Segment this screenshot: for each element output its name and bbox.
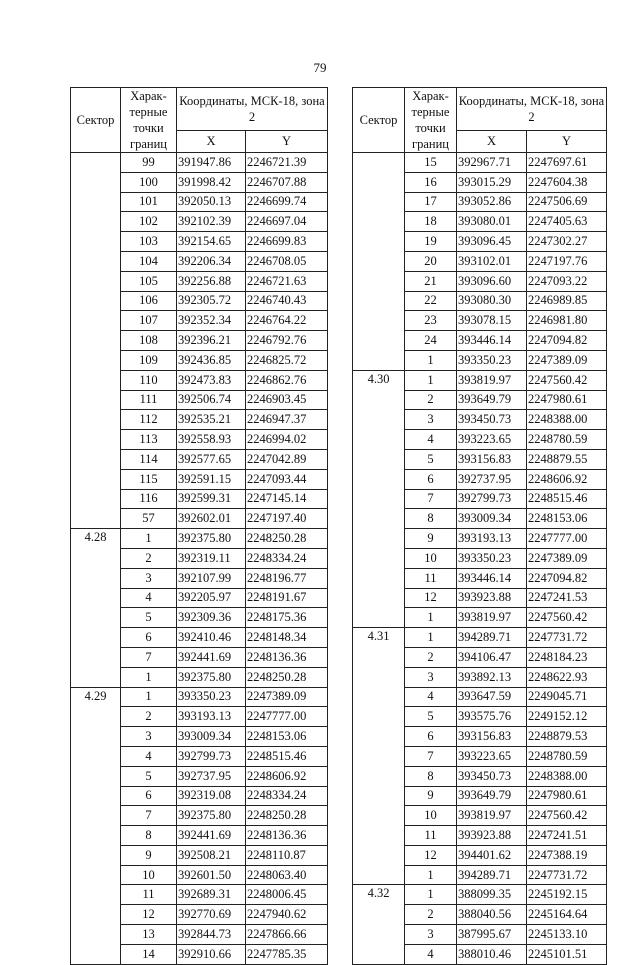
x-cell: 392375.80	[177, 529, 246, 549]
x-cell: 392205.97	[177, 588, 246, 608]
x-cell: 393080.01	[457, 212, 527, 232]
x-cell: 392967.71	[457, 153, 527, 173]
x-cell: 392410.46	[177, 628, 246, 648]
x-cell: 393923.88	[457, 588, 527, 608]
point-cell: 107	[121, 311, 177, 331]
coords-header: Координаты, МСК-18, зона 2	[457, 88, 607, 131]
y-header: Y	[527, 130, 607, 152]
x-cell: 393080.30	[457, 291, 527, 311]
y-cell: 2247731.72	[527, 865, 607, 885]
x-cell: 392375.80	[177, 806, 246, 826]
point-cell: 114	[121, 449, 177, 469]
point-cell: 18	[405, 212, 457, 232]
x-cell: 392535.21	[177, 410, 246, 430]
x-cell: 393446.14	[457, 331, 527, 351]
point-cell: 1	[121, 687, 177, 707]
point-cell: 100	[121, 172, 177, 192]
point-cell: 113	[121, 430, 177, 450]
x-cell: 393015.29	[457, 172, 527, 192]
x-cell: 393223.65	[457, 746, 527, 766]
y-cell: 2248153.06	[527, 509, 607, 529]
point-cell: 4	[405, 430, 457, 450]
point-cell: 3	[121, 568, 177, 588]
sector-cell: 4.32	[353, 885, 405, 964]
x-cell: 392309.36	[177, 608, 246, 628]
x-cell: 393009.34	[457, 509, 527, 529]
point-cell: 12	[405, 588, 457, 608]
x-cell: 392737.95	[177, 766, 246, 786]
x-cell: 392737.95	[457, 469, 527, 489]
x-cell: 392910.66	[177, 944, 246, 964]
x-cell: 393649.79	[457, 390, 527, 410]
y-cell: 2246707.88	[246, 172, 328, 192]
page-number: 79	[313, 60, 327, 75]
y-cell: 2246699.83	[246, 232, 328, 252]
x-cell: 388040.56	[457, 905, 527, 925]
x-cell: 393193.13	[177, 707, 246, 727]
x-cell: 391947.86	[177, 153, 246, 173]
x-cell: 392396.21	[177, 331, 246, 351]
y-cell: 2246989.85	[527, 291, 607, 311]
point-cell: 7	[121, 806, 177, 826]
point-cell: 7	[121, 647, 177, 667]
y-cell: 2247777.00	[246, 707, 328, 727]
x-cell: 393350.23	[457, 350, 527, 370]
point-cell: 8	[405, 766, 457, 786]
point-cell: 111	[121, 390, 177, 410]
point-cell: 20	[405, 251, 457, 271]
y-cell: 2248606.92	[527, 469, 607, 489]
table-row	[353, 628, 607, 648]
y-cell: 2248191.67	[246, 588, 328, 608]
y-cell: 2248515.46	[246, 746, 328, 766]
y-cell: 2247094.82	[527, 568, 607, 588]
point-cell: 12	[121, 905, 177, 925]
x-cell: 392770.69	[177, 905, 246, 925]
sector-cell	[353, 153, 405, 371]
x-cell: 392154.65	[177, 232, 246, 252]
x-cell: 393575.76	[457, 707, 527, 727]
x-cell: 392591.15	[177, 469, 246, 489]
x-cell: 393892.13	[457, 667, 527, 687]
point-cell: 106	[121, 291, 177, 311]
right-table-body	[353, 153, 607, 965]
y-cell: 2247560.42	[527, 608, 607, 628]
y-cell: 2246721.39	[246, 153, 328, 173]
point-cell: 2	[405, 905, 457, 925]
x-cell: 394401.62	[457, 845, 527, 865]
x-cell: 387995.67	[457, 925, 527, 945]
point-cell: 3	[405, 410, 457, 430]
x-cell: 392352.34	[177, 311, 246, 331]
point-cell: 5	[405, 707, 457, 727]
x-cell: 392375.80	[177, 667, 246, 687]
y-cell: 2248148.34	[246, 628, 328, 648]
x-cell: 392601.50	[177, 865, 246, 885]
point-cell: 1	[121, 529, 177, 549]
point-cell: 11	[405, 568, 457, 588]
table-row	[71, 153, 328, 173]
x-cell: 392799.73	[177, 746, 246, 766]
x-cell: 392506.74	[177, 390, 246, 410]
point-cell: 1	[405, 885, 457, 905]
table-row	[353, 370, 607, 390]
y-cell: 2246825.72	[246, 350, 328, 370]
point-cell: 57	[121, 509, 177, 529]
x-cell: 391998.42	[177, 172, 246, 192]
point-cell: 2	[405, 647, 457, 667]
point-cell: 3	[121, 727, 177, 747]
y-cell: 2245133.10	[527, 925, 607, 945]
point-cell: 108	[121, 331, 177, 351]
point-cell: 9	[405, 529, 457, 549]
point-cell: 22	[405, 291, 457, 311]
x-cell: 392577.65	[177, 449, 246, 469]
point-cell: 15	[405, 153, 457, 173]
sector-cell: 4.30	[353, 370, 405, 627]
coords-header: Координаты, МСК-18, зона 2	[177, 88, 328, 131]
x-cell: 393078.15	[457, 311, 527, 331]
y-cell: 2248879.53	[527, 727, 607, 747]
point-cell: 21	[405, 271, 457, 291]
point-cell: 104	[121, 251, 177, 271]
x-cell: 393819.97	[457, 608, 527, 628]
point-cell: 9	[405, 786, 457, 806]
y-cell: 2247731.72	[527, 628, 607, 648]
y-cell: 2246740.43	[246, 291, 328, 311]
point-cell: 1	[121, 667, 177, 687]
x-cell: 392441.69	[177, 647, 246, 667]
y-cell: 2247506.69	[527, 192, 607, 212]
y-cell: 2247241.53	[527, 588, 607, 608]
point-cell: 7	[405, 746, 457, 766]
y-cell: 2245164.64	[527, 905, 607, 925]
y-cell: 2247042.89	[246, 449, 328, 469]
x-cell: 393156.83	[457, 727, 527, 747]
sector-cell: 4.31	[353, 628, 405, 885]
y-cell: 2246697.04	[246, 212, 328, 232]
right-coordinates-table	[352, 87, 607, 965]
y-cell: 2248780.59	[527, 746, 607, 766]
y-cell: 2245192.15	[527, 885, 607, 905]
y-cell: 2247604.38	[527, 172, 607, 192]
y-cell: 2248175.36	[246, 608, 328, 628]
y-cell: 2247785.35	[246, 944, 328, 964]
point-cell: 6	[405, 727, 457, 747]
point-cell: 19	[405, 232, 457, 252]
y-cell: 2246862.76	[246, 370, 328, 390]
x-cell: 393052.86	[457, 192, 527, 212]
y-cell: 2246792.76	[246, 331, 328, 351]
y-cell: 2248250.28	[246, 529, 328, 549]
point-cell: 24	[405, 331, 457, 351]
y-cell: 2246699.74	[246, 192, 328, 212]
sector-cell	[71, 153, 121, 529]
x-cell: 393350.23	[457, 548, 527, 568]
x-cell: 393450.73	[457, 410, 527, 430]
y-cell: 2247940.62	[246, 905, 328, 925]
x-header: X	[177, 130, 246, 152]
point-cell: 4	[405, 944, 457, 964]
table-row	[71, 687, 328, 707]
point-cell: 115	[121, 469, 177, 489]
y-cell: 2248184.23	[527, 647, 607, 667]
point-cell: 103	[121, 232, 177, 252]
y-cell: 2247197.76	[527, 251, 607, 271]
point-cell: 5	[405, 449, 457, 469]
point-cell: 17	[405, 192, 457, 212]
y-cell: 2247302.27	[527, 232, 607, 252]
y-cell: 2248006.45	[246, 885, 328, 905]
x-cell: 393649.79	[457, 786, 527, 806]
y-cell: 2247388.19	[527, 845, 607, 865]
x-cell: 392319.11	[177, 548, 246, 568]
x-cell: 388010.46	[457, 944, 527, 964]
x-cell: 392305.72	[177, 291, 246, 311]
x-cell: 393819.97	[457, 370, 527, 390]
y-cell: 2248063.40	[246, 865, 328, 885]
table-row	[71, 529, 328, 549]
point-cell: 23	[405, 311, 457, 331]
x-cell: 393647.59	[457, 687, 527, 707]
y-cell: 2248250.28	[246, 667, 328, 687]
y-cell: 2247145.14	[246, 489, 328, 509]
point-cell: 12	[405, 845, 457, 865]
point-cell: 116	[121, 489, 177, 509]
y-cell: 2247866.66	[246, 925, 328, 945]
x-cell: 393923.88	[457, 826, 527, 846]
y-header: Y	[246, 130, 328, 152]
x-cell: 393193.13	[457, 529, 527, 549]
y-cell: 2248250.28	[246, 806, 328, 826]
x-cell: 393156.83	[457, 449, 527, 469]
point-cell: 14	[121, 944, 177, 964]
point-cell: 110	[121, 370, 177, 390]
y-cell: 2245101.51	[527, 944, 607, 964]
x-cell: 392599.31	[177, 489, 246, 509]
table-row	[353, 885, 607, 905]
y-cell: 2247560.42	[527, 370, 607, 390]
x-cell: 393819.97	[457, 806, 527, 826]
x-cell: 393350.23	[177, 687, 246, 707]
point-cell: 2	[121, 707, 177, 727]
x-cell: 392256.88	[177, 271, 246, 291]
x-cell: 393223.65	[457, 430, 527, 450]
point-cell: 5	[121, 608, 177, 628]
x-cell: 392844.73	[177, 925, 246, 945]
x-cell: 394289.71	[457, 865, 527, 885]
point-cell: 1	[405, 628, 457, 648]
y-cell: 2248879.55	[527, 449, 607, 469]
point-cell: 9	[121, 845, 177, 865]
y-cell: 2247093.44	[246, 469, 328, 489]
y-cell: 2247777.00	[527, 529, 607, 549]
y-cell: 2247405.63	[527, 212, 607, 232]
y-cell: 2247389.09	[246, 687, 328, 707]
point-cell: 11	[121, 885, 177, 905]
x-cell: 392508.21	[177, 845, 246, 865]
sector-header: Сектор	[353, 88, 405, 153]
y-cell: 2246981.80	[527, 311, 607, 331]
point-cell: 8	[405, 509, 457, 529]
x-header: X	[457, 130, 527, 152]
point-cell: 101	[121, 192, 177, 212]
y-cell: 2247980.61	[527, 390, 607, 410]
points-header: Харак-терные точки границ	[121, 88, 177, 153]
y-cell: 2247697.61	[527, 153, 607, 173]
y-cell: 2246947.37	[246, 410, 328, 430]
y-cell: 2248136.36	[246, 826, 328, 846]
point-cell: 3	[405, 667, 457, 687]
y-cell: 2248196.77	[246, 568, 328, 588]
x-cell: 392473.83	[177, 370, 246, 390]
point-cell: 13	[121, 925, 177, 945]
y-cell: 2249045.71	[527, 687, 607, 707]
y-cell: 2247094.82	[527, 331, 607, 351]
x-cell: 392050.13	[177, 192, 246, 212]
point-cell: 3	[405, 925, 457, 945]
point-cell: 10	[121, 865, 177, 885]
x-cell: 392436.85	[177, 350, 246, 370]
sector-cell: 4.28	[71, 529, 121, 687]
y-cell: 2247389.09	[527, 350, 607, 370]
point-cell: 102	[121, 212, 177, 232]
y-cell: 2247093.22	[527, 271, 607, 291]
point-cell: 112	[121, 410, 177, 430]
point-cell: 5	[121, 766, 177, 786]
point-cell: 2	[405, 390, 457, 410]
point-cell: 8	[121, 826, 177, 846]
x-cell: 388099.35	[457, 885, 527, 905]
y-cell: 2249152.12	[527, 707, 607, 727]
y-cell: 2248388.00	[527, 766, 607, 786]
point-cell: 4	[405, 687, 457, 707]
y-cell: 2246721.63	[246, 271, 328, 291]
point-cell: 2	[121, 548, 177, 568]
y-cell: 2248388.00	[527, 410, 607, 430]
x-cell: 392602.01	[177, 509, 246, 529]
point-cell: 1	[405, 370, 457, 390]
y-cell: 2246708.05	[246, 251, 328, 271]
x-cell: 394106.47	[457, 647, 527, 667]
x-cell: 392689.31	[177, 885, 246, 905]
y-cell: 2247197.40	[246, 509, 328, 529]
sector-header: Сектор	[71, 88, 121, 153]
point-cell: 105	[121, 271, 177, 291]
x-cell: 393102.01	[457, 251, 527, 271]
x-cell: 392102.39	[177, 212, 246, 232]
y-cell: 2247560.42	[527, 806, 607, 826]
left-coordinates-table	[70, 87, 328, 965]
y-cell: 2248606.92	[246, 766, 328, 786]
y-cell: 2248622.93	[527, 667, 607, 687]
point-cell: 1	[405, 865, 457, 885]
x-cell: 393096.45	[457, 232, 527, 252]
y-cell: 2246994.02	[246, 430, 328, 450]
x-cell: 393096.60	[457, 271, 527, 291]
point-cell: 4	[121, 588, 177, 608]
x-cell: 392558.93	[177, 430, 246, 450]
y-cell: 2247241.51	[527, 826, 607, 846]
x-cell: 392319.08	[177, 786, 246, 806]
y-cell: 2246764.22	[246, 311, 328, 331]
y-cell: 2248110.87	[246, 845, 328, 865]
point-cell: 6	[121, 628, 177, 648]
point-cell: 6	[121, 786, 177, 806]
point-cell: 4	[121, 746, 177, 766]
point-cell: 7	[405, 489, 457, 509]
point-cell: 1	[405, 608, 457, 628]
table-row	[353, 153, 607, 173]
y-cell: 2248334.24	[246, 548, 328, 568]
x-cell: 393450.73	[457, 766, 527, 786]
x-cell: 392799.73	[457, 489, 527, 509]
y-cell: 2248136.36	[246, 647, 328, 667]
y-cell: 2248515.46	[527, 489, 607, 509]
y-cell: 2247389.09	[527, 548, 607, 568]
point-cell: 16	[405, 172, 457, 192]
y-cell: 2248334.24	[246, 786, 328, 806]
y-cell: 2248780.59	[527, 430, 607, 450]
point-cell: 1	[405, 350, 457, 370]
sector-cell: 4.29	[71, 687, 121, 964]
x-cell: 392206.34	[177, 251, 246, 271]
point-cell: 109	[121, 350, 177, 370]
x-cell: 392107.99	[177, 568, 246, 588]
y-cell: 2247980.61	[527, 786, 607, 806]
points-header: Харак-терные точки границ	[405, 88, 457, 153]
point-cell: 99	[121, 153, 177, 173]
point-cell: 11	[405, 826, 457, 846]
point-cell: 10	[405, 806, 457, 826]
left-table-body	[71, 153, 328, 965]
x-cell: 394289.71	[457, 628, 527, 648]
x-cell: 393446.14	[457, 568, 527, 588]
point-cell: 10	[405, 548, 457, 568]
point-cell: 6	[405, 469, 457, 489]
x-cell: 393009.34	[177, 727, 246, 747]
x-cell: 392441.69	[177, 826, 246, 846]
y-cell: 2248153.06	[246, 727, 328, 747]
y-cell: 2246903.45	[246, 390, 328, 410]
